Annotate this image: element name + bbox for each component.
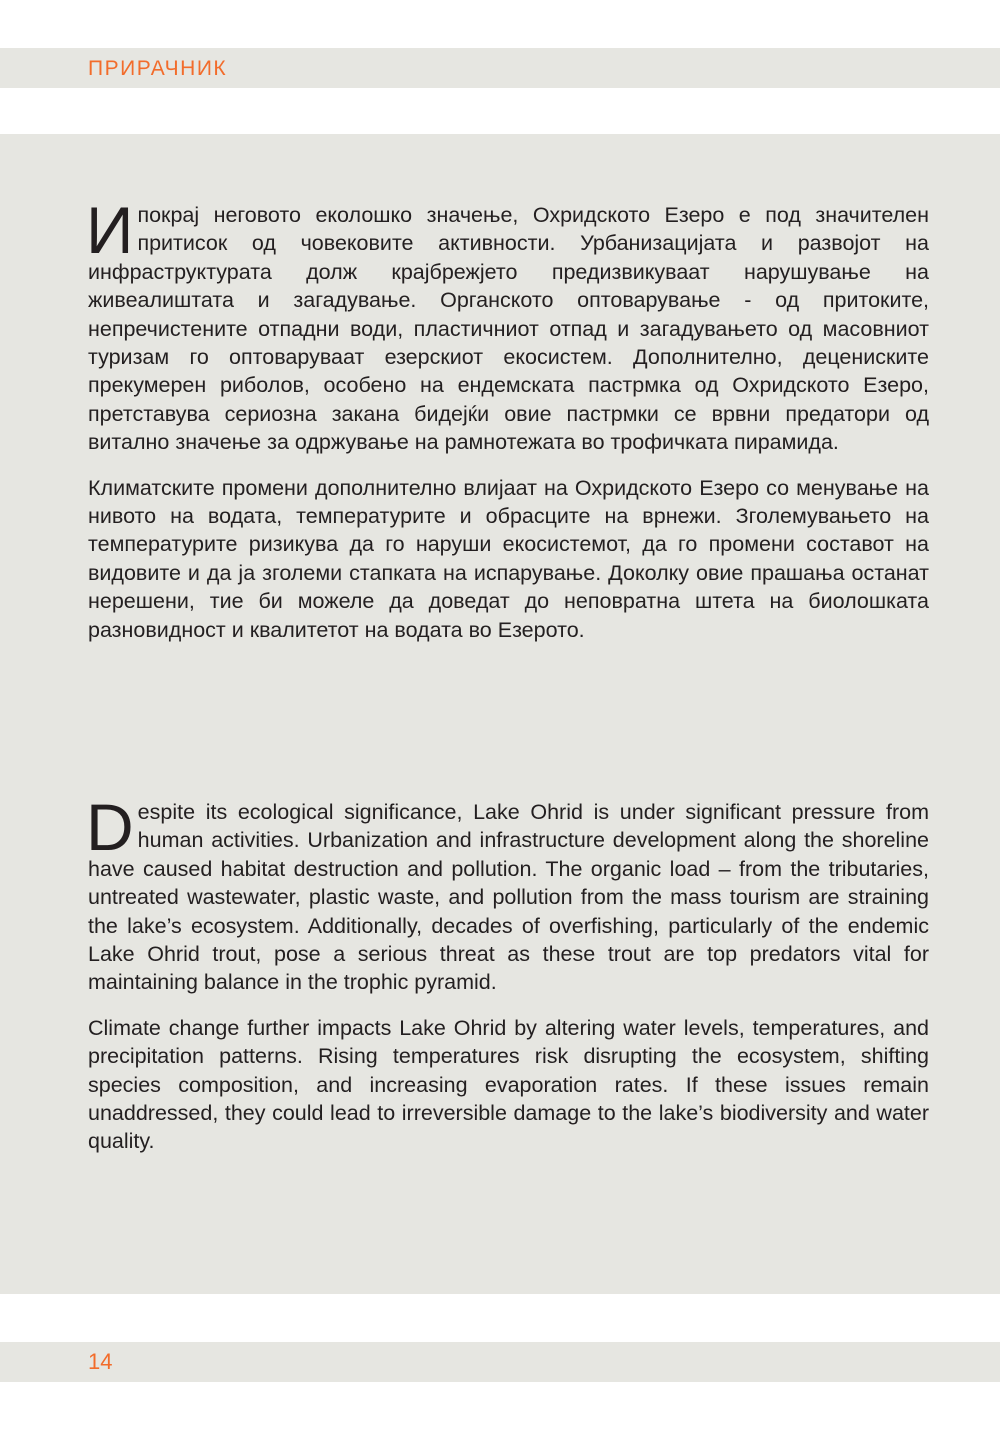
macedonian-text-block — [86, 193, 929, 661]
english-paragraph-2: Climate change further impacts Lake Ohrid by altering water levels, temperatures, and precipitation patterns. Rising temperatures risk disrupting the ecosystem, shifting species composition, and increasing evaporation rates. If these issues remain unaddressed, they could lead to irreversible damage to the lake’s biodiversity and water quality. — [88, 1015, 929, 1154]
section-label: ПРИРАЧНИК — [88, 57, 228, 80]
english-paragraph-1 — [86, 790, 929, 997]
page-number: 14 — [88, 1349, 113, 1374]
macedonian-dropcap: И — [86, 193, 134, 267]
footer-band — [0, 1342, 1000, 1382]
english-paragraph-1-text: espite its ecological significance, Lake Ohrid is under significant pressure from human activities. Urbanization and infrastructure development along the shoreline have caused habitat destruction and pollution. The organic load – from the tributaries, untreated wastewater, plastic waste, and pollution from the mass tourism are straining the lake’s ecosystem. Additionally, decades of overfishing, particularly of the endemic Lake Ohrid trout, pose a serious threat as these trout are top predators vital for maintaining balance in the trophic pyramid. — [88, 800, 929, 995]
english-dropcap: D — [86, 790, 134, 864]
macedonian-paragraph-2: Климатските промени дополнително влијаат на Охридското Езеро со менување на нивото на водата, температурите и обрасците на врнежи. Зголемувањето на температурите ризикува да го наруши екосистемот, да го промени составот на видовите и да ја зголеми стапката на испарување. Доколку овие прашања останат нерешени, тие би можеле да доведат до неповратна штета на биолошката разновидност и квалитетот на водата во Езерото. — [88, 475, 929, 642]
english-text-block — [86, 790, 929, 1173]
macedonian-paragraph-1 — [86, 193, 929, 457]
macedonian-paragraph-1-text: покрај неговото еколошко значење, Охридското Езеро е под значителен притисок од човековите активности. Урбанизацијата и развојот на инфраструктурата долж крајбрежјето предизвикуваат нарушување на живеалиштата и загадување. Органското оптоварување - од притоките, непречистените отпадни води, пластичниот отпад и загадувањето од масовниот туризам го оптоваруваат езерскиот екосистем. Дополнително, децениските прекумерен риболов, особено на ендемската пастрмка од Охридското Езеро, претставува сериозна закана бидејќи овие пастрмки се врвни предатори од витално значење за одржување на рамнотежата во трофичката пирамида. — [88, 203, 929, 455]
